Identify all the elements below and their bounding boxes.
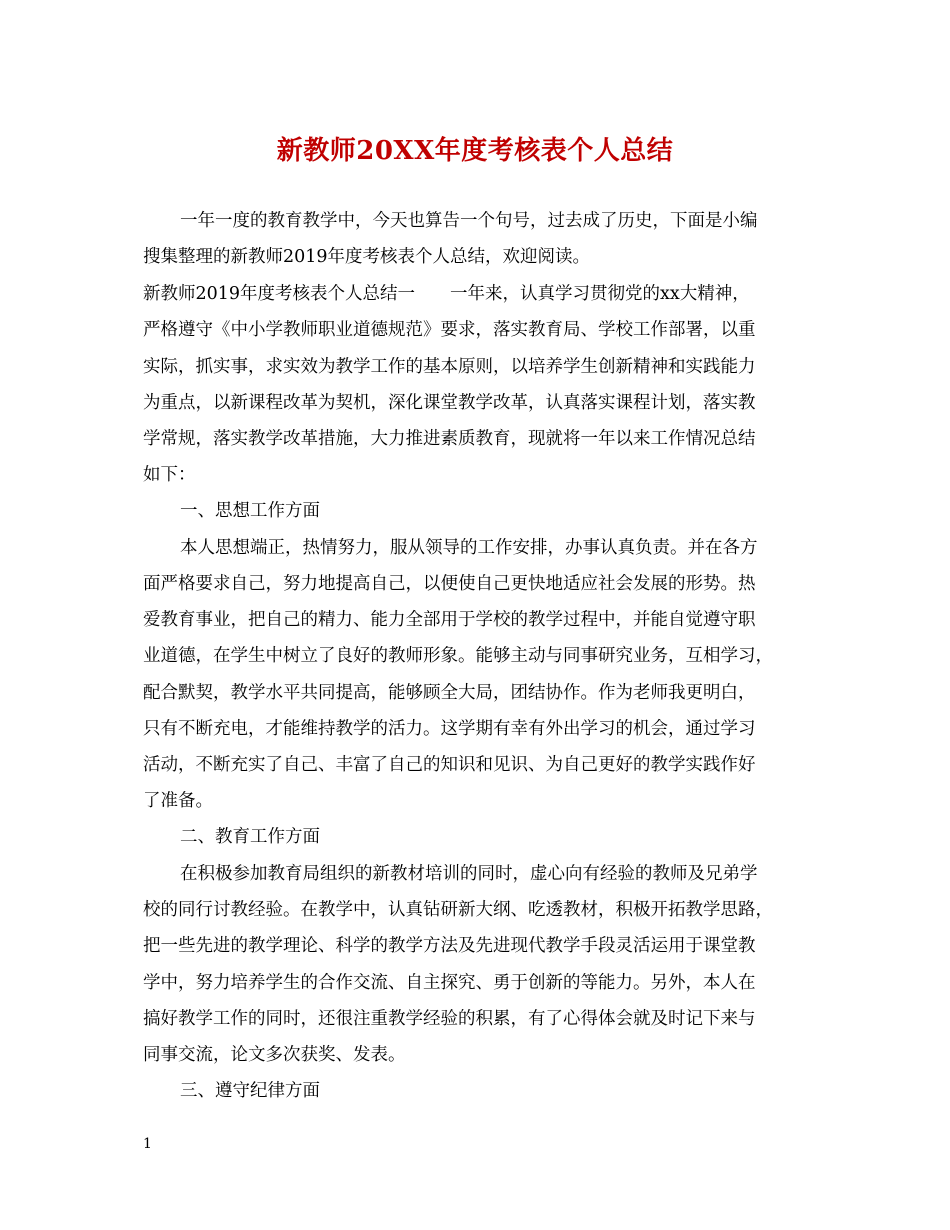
body-line: 新教师2019年度考核表个人总结一 一年来，认真学习贯彻党的xx大精神，	[143, 284, 750, 304]
body-line: 搞好教学工作的同时，还很注重教学经验的积累，有了心得体会就及时记下来与	[143, 1009, 756, 1029]
body-line: 如下：	[143, 465, 196, 485]
body-line: 本人思想端正，热情努力，服从领导的工作安排，办事认真负责。并在各方	[180, 538, 758, 558]
body-line: 同事交流，论文多次获奖、发表。	[143, 1045, 406, 1065]
body-line: 爱教育事业，把自己的精力、能力全部用于学校的教学过程中，并能自觉遵守职	[143, 610, 756, 630]
section-heading: 一、思想工作方面	[180, 501, 320, 521]
page-number: 1	[143, 1136, 152, 1152]
body-line: 把一些先进的教学理论、科学的教学方法及先进现代教学手段灵活运用于课堂教	[143, 936, 756, 956]
body-line: 业道德，在学生中树立了良好的教师形象。能够主动与同事研究业务，互相学习，	[143, 646, 773, 666]
document-title: 新教师20XX年度考核表个人总结	[276, 136, 674, 166]
body-line: 学中，努力培养学生的合作交流、自主探究、勇于创新的等能力。另外，本人在	[143, 973, 756, 993]
body-line: 一年一度的教育教学中，今天也算告一个句号，过去成了历史，下面是小编	[180, 211, 758, 231]
body-line: 校的同行讨教经验。在教学中，认真钻研新大纲、吃透教材，积极开拓教学思路，	[143, 900, 773, 920]
body-line: 只有不断充电，才能维持教学的活力。这学期有幸有外出学习的机会，通过学习	[143, 719, 756, 739]
body-line: 了准备。	[143, 791, 213, 811]
body-line: 面严格要求自己，努力地提高自己，以便使自己更快地适应社会发展的形势。热	[143, 574, 756, 594]
body-line: 学常规，落实教学改革措施，大力推进素质教育，现就将一年以来工作情况总结	[143, 429, 756, 449]
body-line: 在积极参加教育局组织的新教材培训的同时，虚心向有经验的教师及兄弟学	[180, 864, 758, 884]
section-heading: 二、教育工作方面	[180, 827, 320, 847]
section-heading: 三、遵守纪律方面	[180, 1081, 320, 1101]
body-line: 严格遵守《中小学教师职业道德规范》要求，落实教育局、学校工作部署，以重	[143, 320, 756, 340]
body-line: 为重点，以新课程改革为契机，深化课堂教学改革，认真落实课程计划，落实教	[143, 393, 756, 413]
body-line: 活动，不断充实了自己、丰富了自己的知识和见识、为自己更好的教学实践作好	[143, 755, 756, 775]
body-line: 配合默契，教学水平共同提高，能够顾全大局，团结协作。作为老师我更明白，	[143, 683, 756, 703]
body-line: 实际，抓实事，求实效为教学工作的基本原则，以培养学生创新精神和实践能力	[143, 357, 756, 377]
body-line: 搜集整理的新教师2019年度考核表个人总结，欢迎阅读。	[143, 247, 591, 267]
